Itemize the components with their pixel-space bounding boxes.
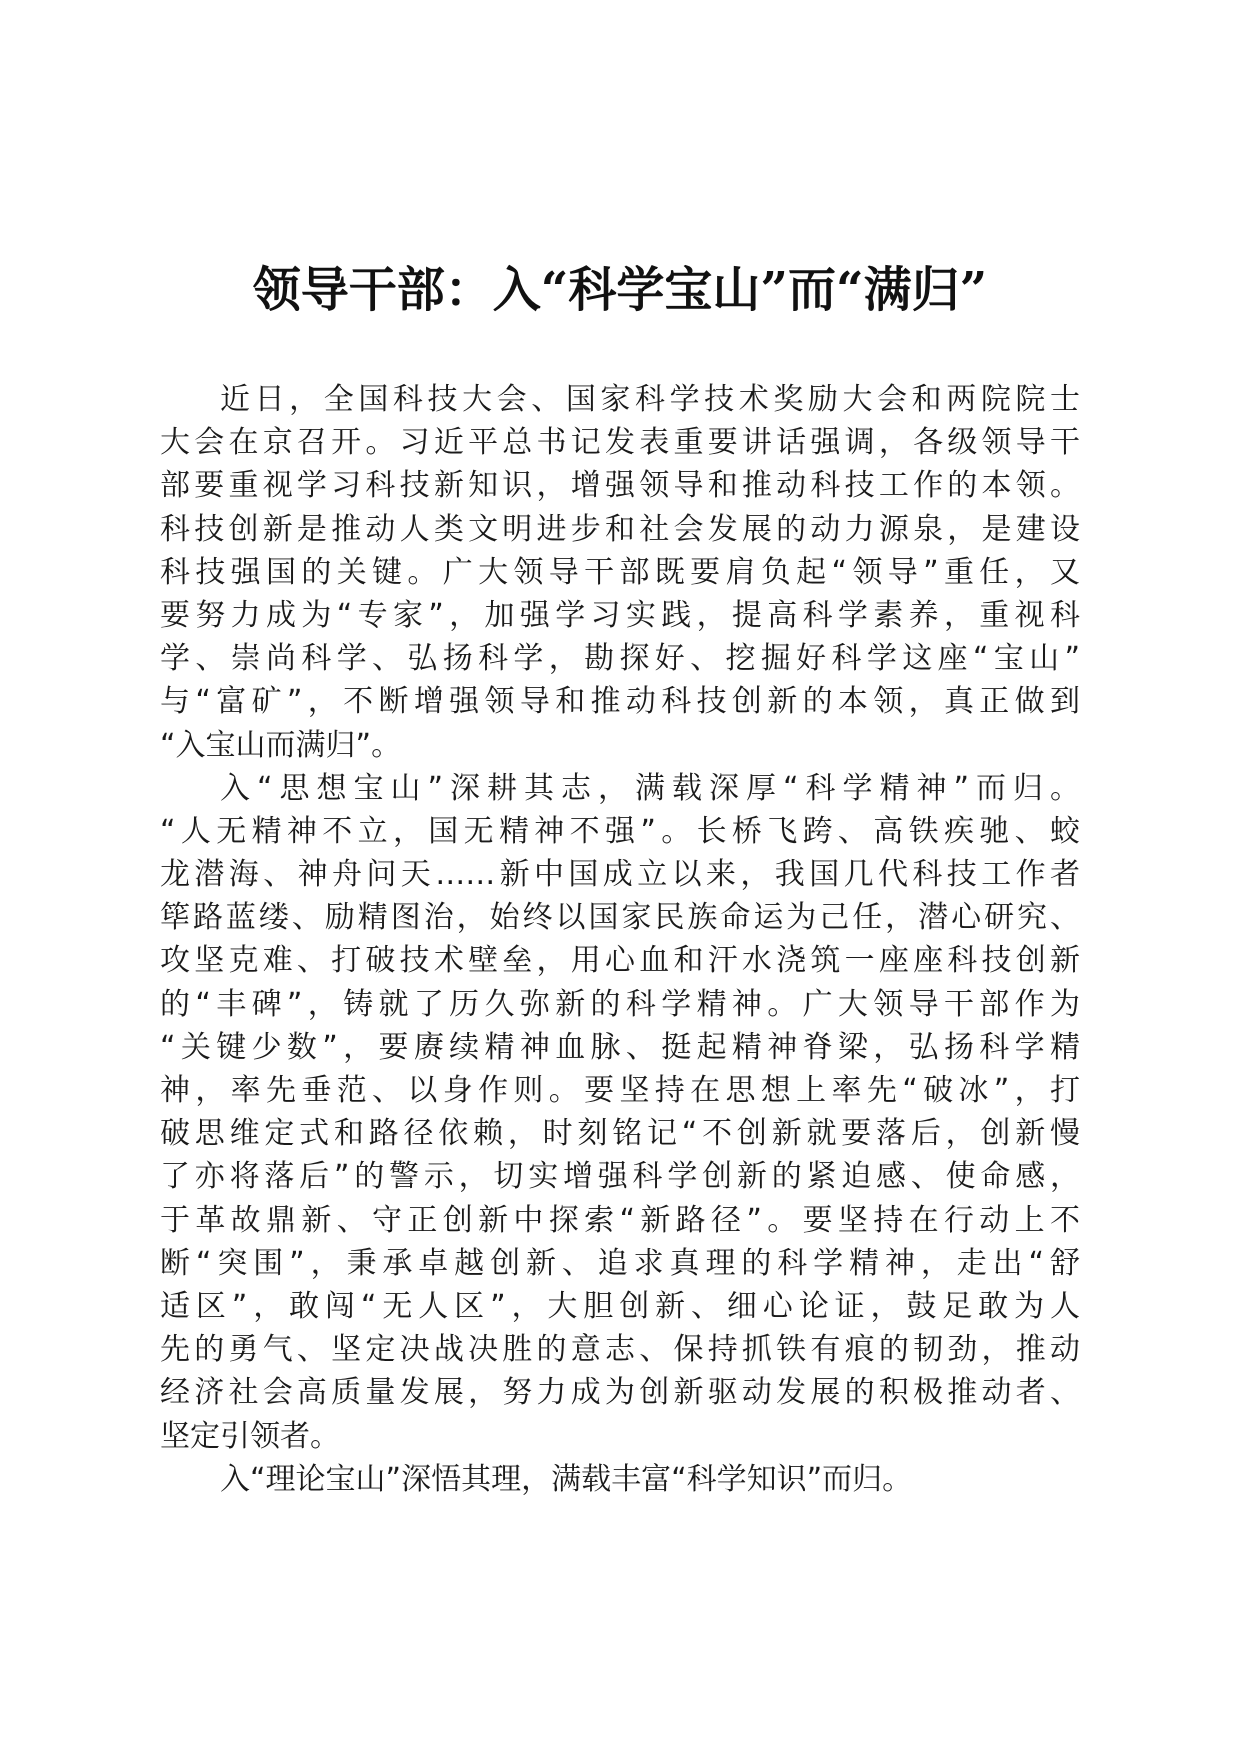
text-line: “人无精神不立，国无精神不强”。长桥飞跨、高铁疾驰、蛟 xyxy=(160,813,1080,849)
text-line: 攻坚克难、打破技术壁垒，用心血和汗水浇筑一座座科技创新 xyxy=(160,943,1080,979)
text-line: 要努力成为“专家”，加强学习实践，提高科学素养，重视科 xyxy=(160,597,1080,633)
text-line: 了亦将落后”的警示，切实增强科学创新的紧迫感、使命感， xyxy=(160,1159,1080,1195)
article-title: 领导干部：入“科学宝山”而“满归” xyxy=(252,262,988,318)
text-line: 筚路蓝缕、励精图治，始终以国家民族命运为己任，潜心研究、 xyxy=(160,900,1080,936)
text-line: 近日，全国科技大会、国家科学技术奖励大会和两院院士 xyxy=(220,382,1080,417)
paragraph-intro xyxy=(160,378,1080,767)
text-line: 学、崇尚科学、弘扬科学，勘探好、挖掘好科学这座“宝山” xyxy=(160,641,1080,677)
text-line: 先的勇气、坚定决战决胜的意志、保持抓铁有痕的韧劲，推动 xyxy=(160,1332,1080,1368)
text-line: 龙潜海、神舟问天……新中国成立以来，我国几代科技工作者 xyxy=(160,857,1080,893)
article-body xyxy=(160,378,1080,1501)
text-line: 坚定引领者。 xyxy=(160,1418,340,1454)
paragraph-scientific-knowledge xyxy=(160,1458,1080,1501)
text-line: 与“富矿”，不断增强领导和推动科技创新的本领，真正做到 xyxy=(160,684,1080,720)
text-line: 部要重视学习科技新知识，增强领导和推动科技工作的本领。 xyxy=(160,468,1080,504)
text-line: 入“理论宝山”深悟其理，满载丰富“科学知识”而归。 xyxy=(220,1461,913,1497)
text-line: 于革故鼎新、守正创新中探索“新路径”。要坚持在行动上不 xyxy=(160,1202,1080,1238)
text-line: 适区”，敢闯“无人区”，大胆创新、细心论证，鼓足敢为人 xyxy=(160,1288,1080,1324)
text-line: 神，率先垂范、以身作则。要坚持在思想上率先“破冰”，打 xyxy=(160,1073,1080,1108)
text-line: “入宝山而满归”。 xyxy=(160,727,402,763)
text-line: 入“思想宝山”深耕其志，满载深厚“科学精神”而归。 xyxy=(220,770,1080,806)
text-line: “关键少数”，要赓续精神血脉、挺起精神脊梁，弘扬科学精 xyxy=(160,1029,1080,1065)
text-line: 科技创新是推动人类文明进步和社会发展的动力源泉，是建设 xyxy=(160,511,1080,547)
text-line: 大会在京召开。习近平总书记发表重要讲话强调，各级领导干 xyxy=(160,425,1080,461)
text-line: 断“突围”，秉承卓越创新、追求真理的科学精神，走出“舒 xyxy=(160,1245,1080,1281)
text-line: 经济社会高质量发展，努力成为创新驱动发展的积极推动者、 xyxy=(160,1375,1080,1411)
text-line: 科技强国的关键。广大领导干部既要肩负起“领导”重任，又 xyxy=(160,554,1080,590)
paragraph-scientific-spirit xyxy=(160,767,1080,1458)
text-line: 的“丰碑”，铸就了历久弥新的科学精神。广大领导干部作为 xyxy=(160,986,1080,1022)
text-line: 破思维定式和路径依赖，时刻铭记“不创新就要落后，创新慢 xyxy=(160,1116,1080,1152)
